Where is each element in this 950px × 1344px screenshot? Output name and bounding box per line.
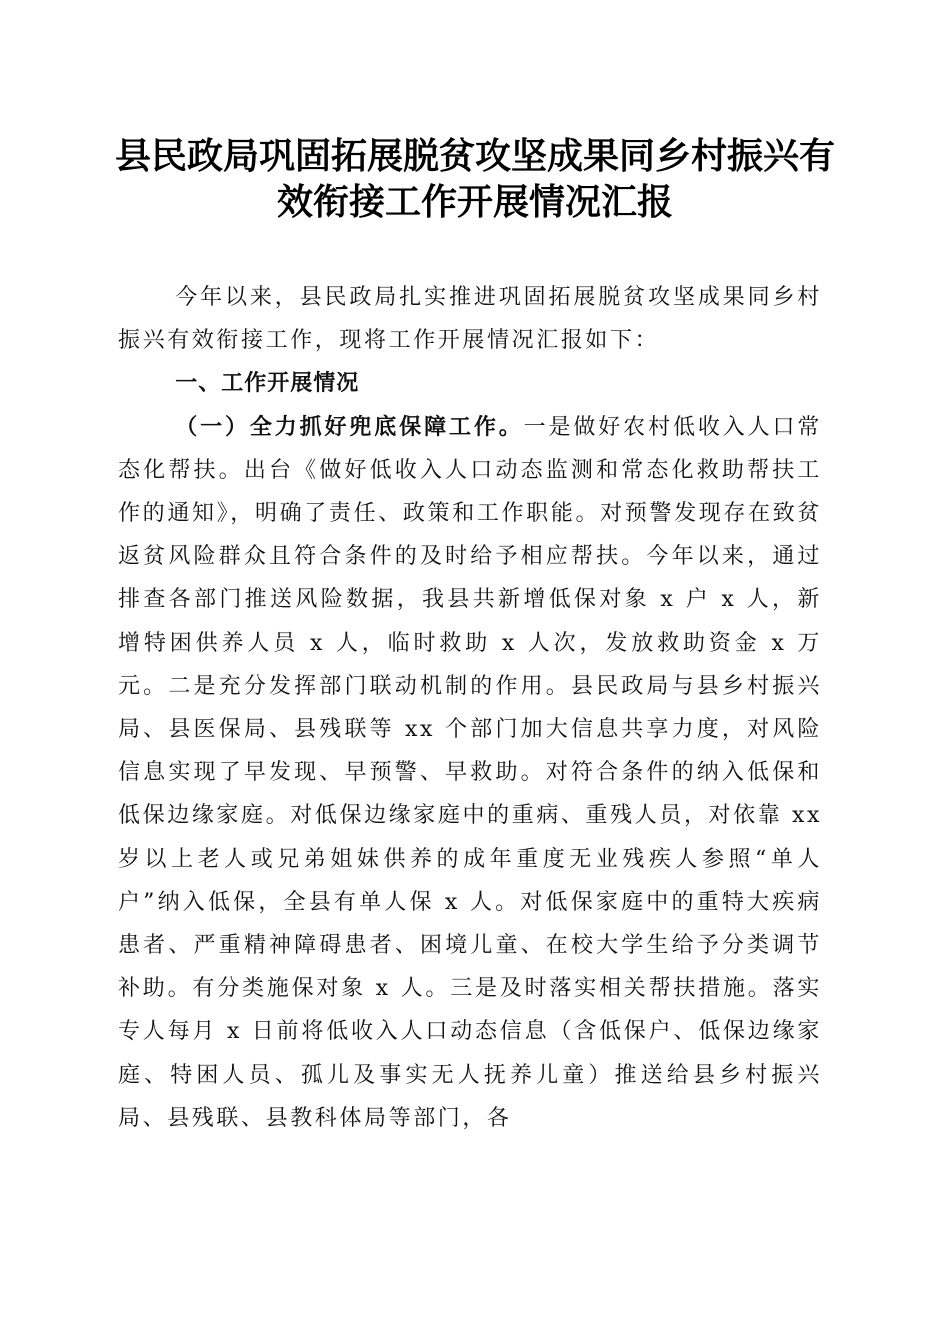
subsection-paragraph <box>118 406 822 1140</box>
document-body <box>118 276 822 1140</box>
subsection-text: 一是做好农村低收入人口常态化帮扶。出台《做好低收入人口动态监测和常态化救助帮扶工作的通知》，明确了责任、政策和工作职能。对预警发现存在致贫返贫风险群众且符合条件的及时给予相应帮扶。今年以来，通过排查各部门推送风险数据，我县共新增低保对象 x 户 x 人，新增特困供养人员 x 人，临时救助 x 人次，发放救助资金 x 万元。二是充分发挥部门联动机制的作用。县民政局与县乡村振兴局、县医保局、县残联等 xx 个部门加大信息共享力度，对风险信息实现了早发现、早预警、早救助。对符合条件的纳入低保和低保边缘家庭。对低保边缘家庭中的重病、重残人员，对依靠 xx 岁以上老人或兄弟姐妹供养的成年重度无业残疾人参照“单人户”纳入低保，全县有单人保 x 人。对低保家庭中的重特大疾病患者、严重精神障碍患者、困境儿童、在校大学生给予分类调节补助。有分类施保对象 x 人。三是及时落实相关帮扶措施。落实专人每月 x 日前将低收入人口动态信息（含低保户、低保边缘家庭、特困人员、孤儿及事实无人抚养儿童）推送给县乡村振兴局、县残联、县教科体局等部门，各 <box>118 414 822 1131</box>
section-heading: 一、工作开展情况 <box>175 371 360 397</box>
title-line-1: 县民政局巩固拓展脱贫攻坚成果同乡村振兴有 <box>114 136 835 177</box>
intro-paragraph: 今年以来，县民政局扎实推进巩固拓展脱贫攻坚成果同乡村振兴有效衔接工作，现将工作开展情况汇报如下： <box>118 285 822 354</box>
subsection-lead: （一）全力抓好兜底保障工作。 <box>175 414 524 440</box>
document-title <box>100 134 850 226</box>
title-line-2: 效衔接工作开展情况汇报 <box>276 182 673 223</box>
